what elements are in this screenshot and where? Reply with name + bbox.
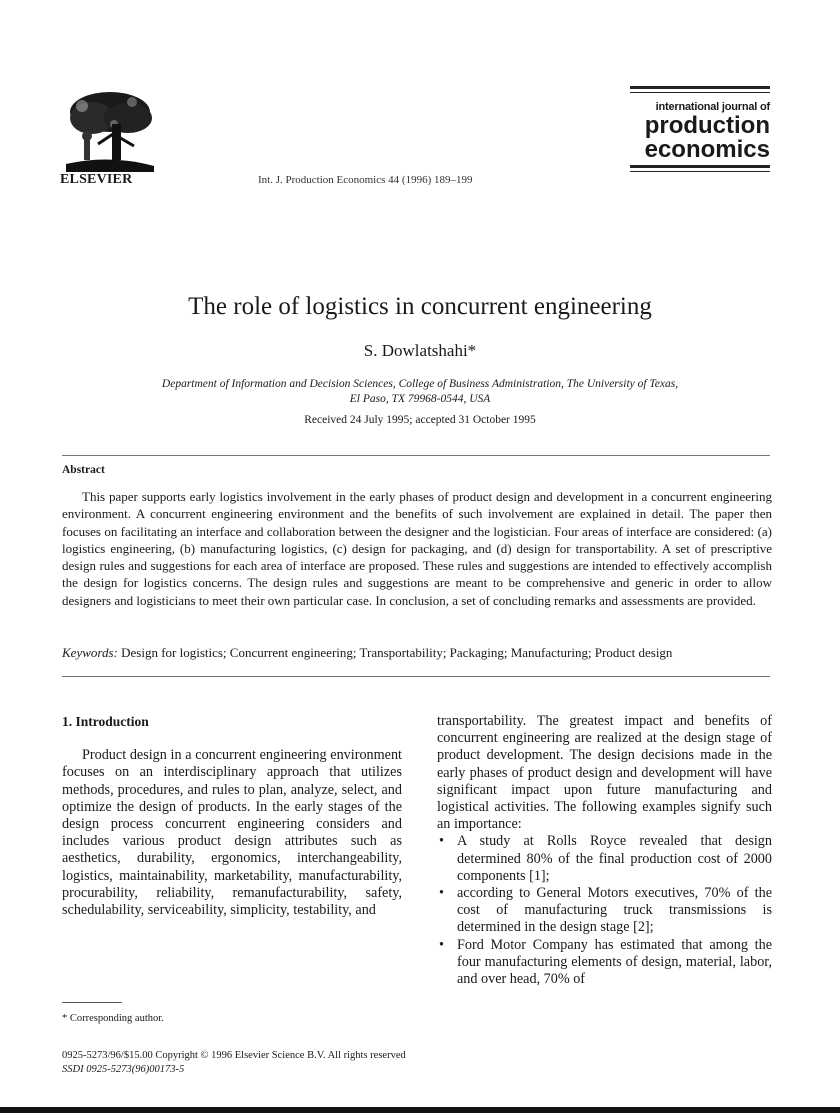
bullet-icon: •: [439, 885, 444, 902]
masthead-rule: [630, 171, 770, 172]
left-column: [62, 713, 402, 919]
publisher-name: ELSEVIER: [60, 172, 133, 187]
journal-name-line2: production: [644, 112, 770, 139]
masthead-rule: [630, 92, 770, 93]
keywords-label: Keywords:: [62, 645, 118, 660]
right-column: [437, 713, 772, 988]
list-item-text: according to General Motors executives, 70% of the cost of manufacturing truck transmissions is determined in the design stage [2];: [457, 885, 772, 936]
body-paragraph: transportability. The greatest impact and benefits of concurrent engineering are realized at the design stage of product development. The design decisions made in the early phases of product design and development will have significant impact upon future manufacturing and logistical activities. The following examples signify such an importance:: [437, 713, 772, 833]
paper-title: The role of logistics in concurrent engineering: [188, 293, 652, 320]
received-dates: Received 24 July 1995; accepted 31 October 1995: [304, 414, 536, 426]
copyright-block: [62, 1049, 406, 1077]
journal-citation: Int. J. Production Economics 44 (1996) 189–199: [258, 174, 473, 186]
scan-edge-bar: [0, 1107, 840, 1113]
journal-name-line1: international journal of: [655, 101, 770, 113]
abstract-text: This paper supports early logistics involvement in the early phases of product design and development in a concurrent engineering environment. A concurrent engineering environment and the benefits of such involvement are explained in detail. The paper then focuses on facilitating an interface and collaboration between the designer and the logistician. Four areas of interface are considered: (a) logistics engineering, (b) manufacturing logistics, (c) design for packaging, and (d) design for transportability. A set of prescriptive design rules and suggestions for each area of interface are proposed. These rules and suggestions are intended to effectively accomplish the design for logistics concerns. The design rules and suggestions are meant to be comprehensive and generic in order to allow designers and logisticians to meet their own particular case. In conclusion, a set of concluding remarks and assessments are provided.: [62, 489, 772, 608]
affiliation-line: Department of Information and Decision Sciences, College of Business Administration, The University of Texas,: [161, 378, 679, 390]
elsevier-tree-logo: [62, 88, 157, 172]
list-item: [437, 885, 772, 937]
footnote-rule: [62, 1002, 122, 1003]
divider: [62, 676, 770, 677]
affiliation-line: El Paso, TX 79968-0544, USA: [349, 393, 491, 405]
divider: [62, 455, 770, 456]
list-item-text: A study at Rolls Royce revealed that design determined 80% of the final production cost of 2000 components [1];: [457, 833, 772, 884]
list-item-text: Ford Motor Company has estimated that among the four manufacturing elements of design, material, labor, and over head, 70% of: [457, 936, 772, 988]
journal-name-line3: economics: [644, 136, 770, 163]
paper-author: S. Dowlatshahi*: [363, 341, 477, 360]
examples-list: [437, 833, 772, 988]
keywords: [62, 644, 774, 661]
section-title: 1. Introduction: [62, 714, 149, 729]
body-paragraph: Product design in a concurrent engineering environment focuses on an interdisciplinary approach that utilizes methods, procedures, and rules to plan, analyze, select, and optimize the design of products. In the early stages of the design process concurrent engineering considers and includes various product design attributes such as aesthetics, durability, ergonomics, interchangeability, logistics, maintainability, marketability, manufacturability, procurability, reliability, remanufacturability, safety, schedulability, serviceability, simplicity, testability, and: [62, 747, 402, 919]
journal-masthead: [630, 86, 770, 175]
masthead-rule: [630, 165, 770, 168]
list-item: [437, 833, 772, 885]
list-item: [437, 937, 772, 989]
footnote: * Corresponding author.: [62, 1013, 164, 1024]
author-affiliation: [110, 377, 730, 407]
abstract-heading: Abstract: [62, 464, 105, 476]
bullet-icon: •: [439, 936, 444, 953]
masthead-rule: [630, 86, 770, 89]
bullet-icon: •: [439, 833, 444, 850]
keywords-list: Design for logistics; Concurrent engineering; Transportability; Packaging; Manufacturing; Product design: [121, 645, 673, 660]
copyright-line: 0925-5273/96/$15.00 Copyright © 1996 Elsevier Science B.V. All rights reserved: [62, 1050, 406, 1061]
ssdi-line: SSDI 0925-5273(96)00173-5: [62, 1064, 185, 1075]
